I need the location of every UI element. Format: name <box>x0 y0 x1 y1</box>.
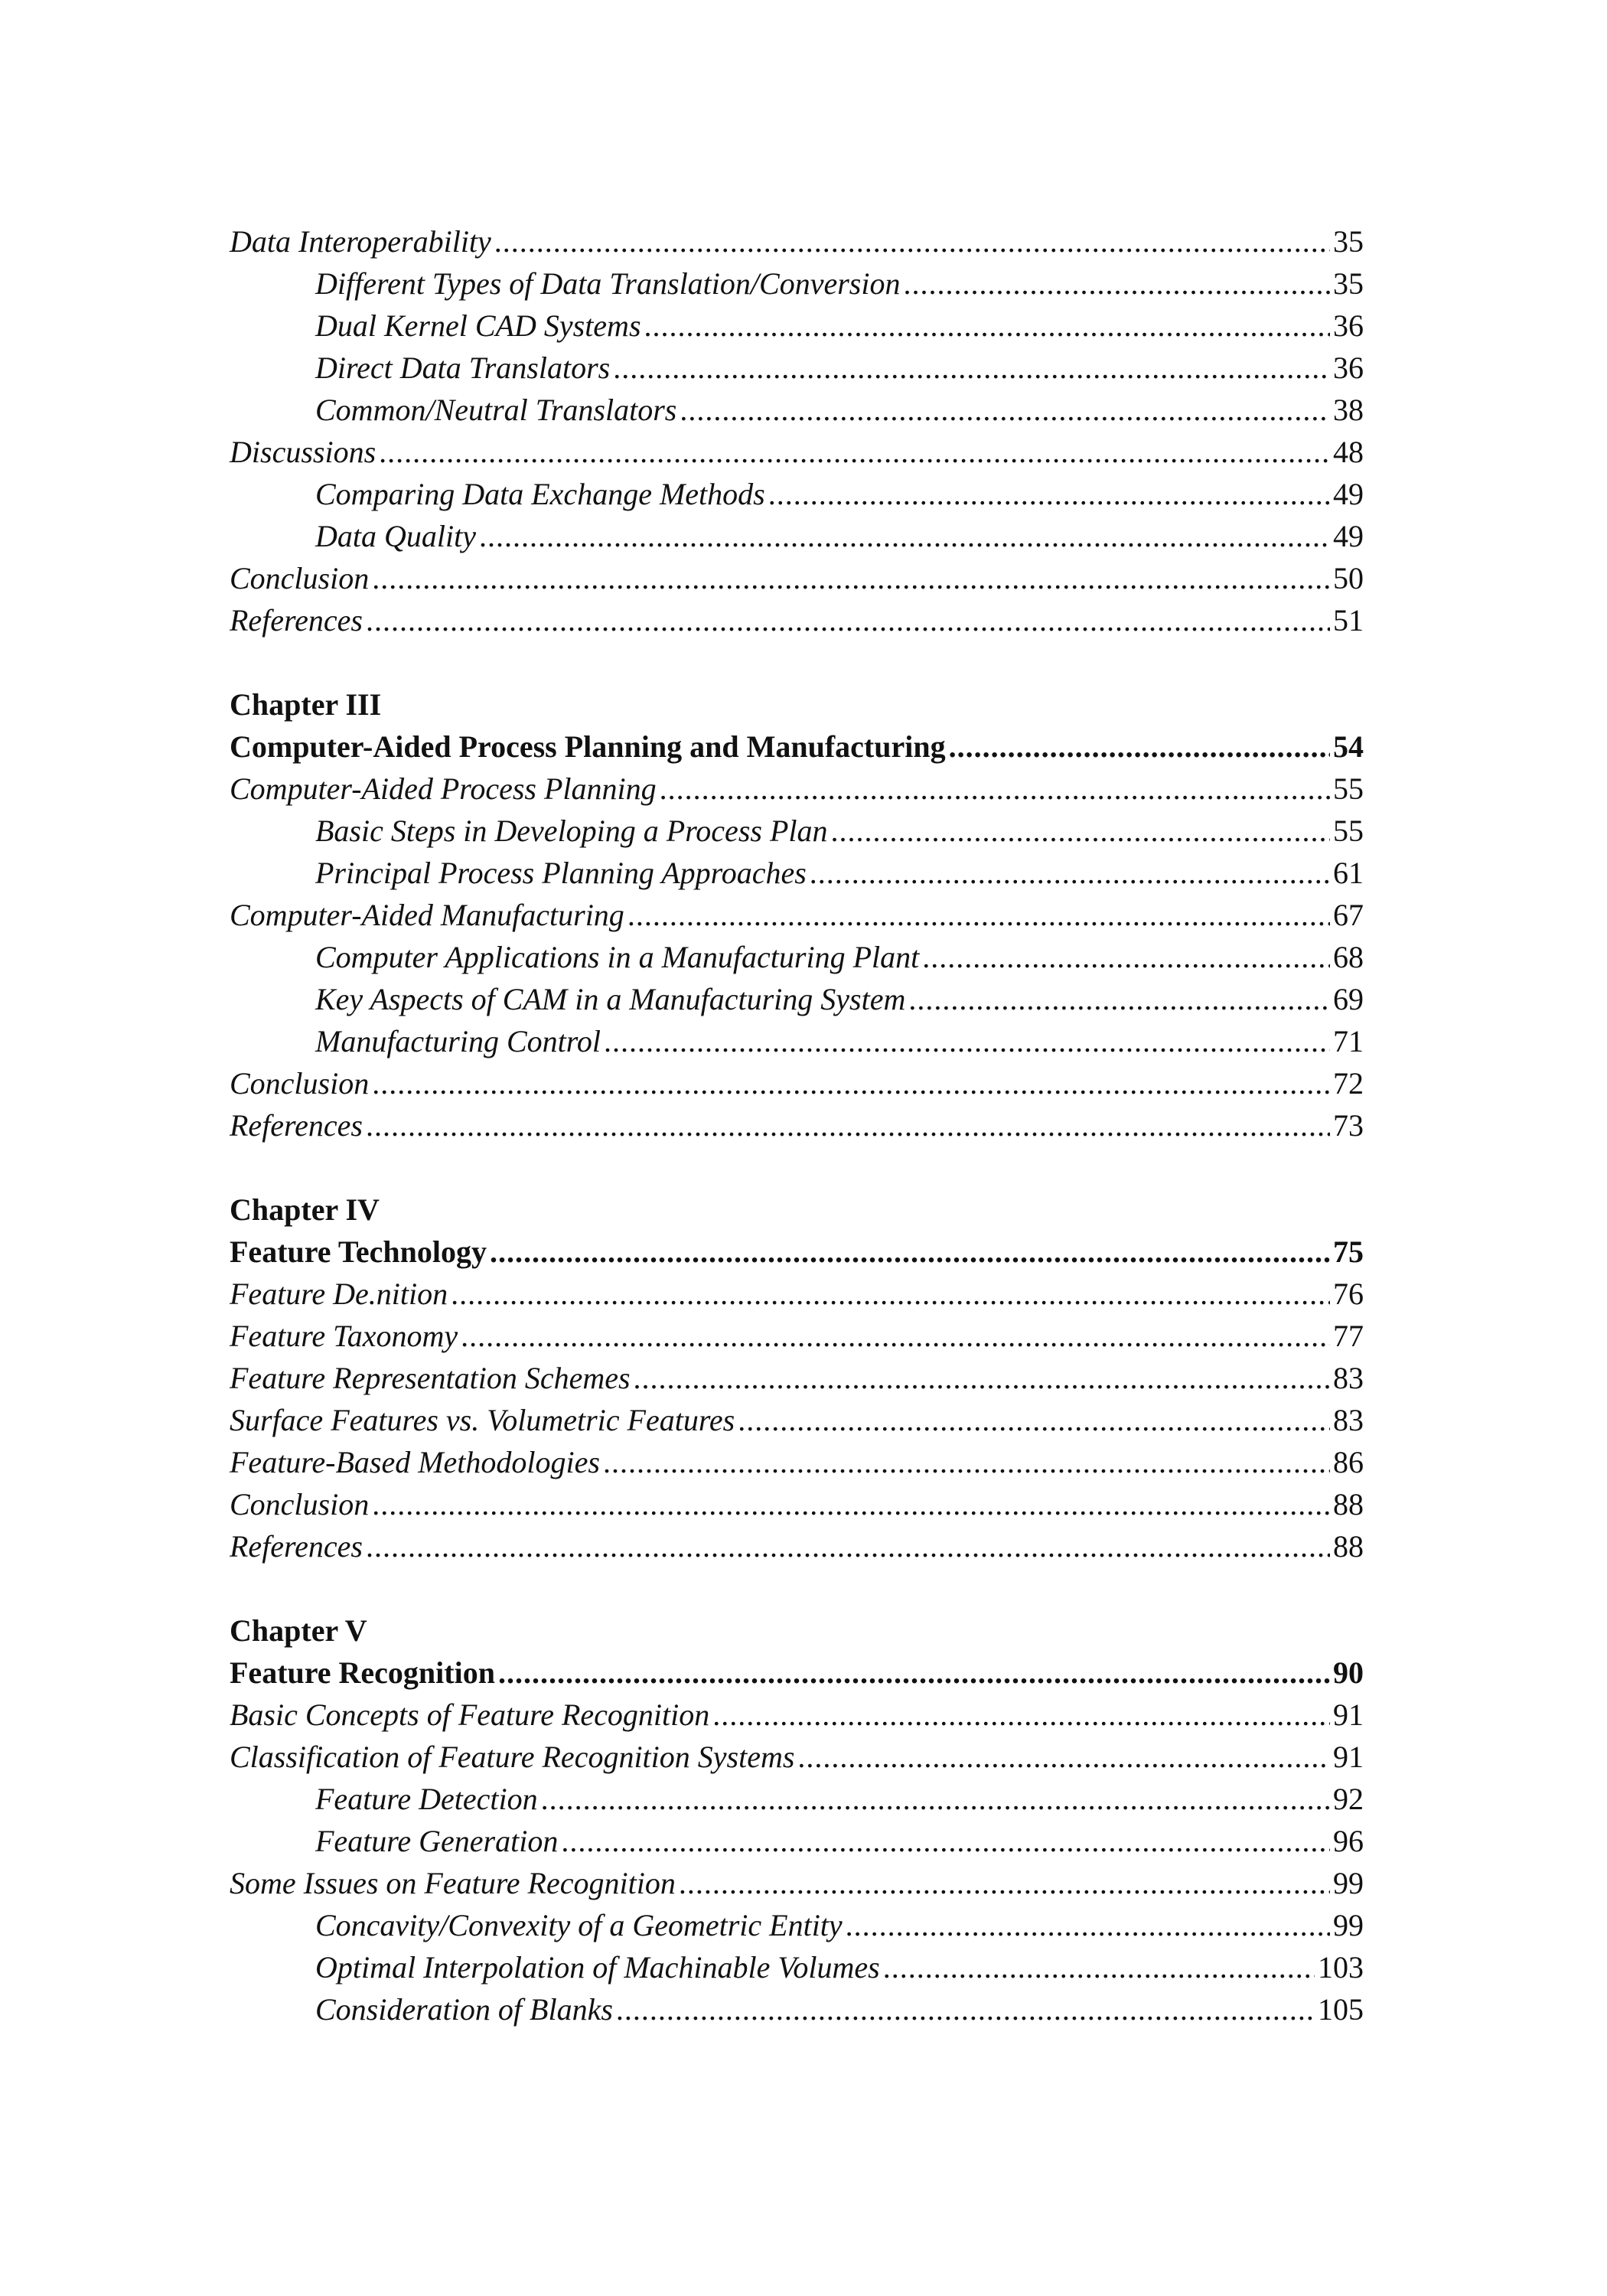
dot-leader <box>616 1988 1315 2030</box>
toc-page-number: 51 <box>1333 603 1364 638</box>
toc-entry[interactable] <box>230 1946 1364 1988</box>
toc-entry[interactable] <box>230 431 1364 473</box>
dot-leader <box>883 1946 1315 1988</box>
toc-entry-title: Dual Kernel CAD Systems <box>315 308 641 343</box>
toc-entry[interactable] <box>230 1694 1364 1736</box>
toc-entry-title: Data Quality <box>315 519 476 553</box>
toc-page-number: 75 <box>1333 1234 1364 1269</box>
toc-page-number: 55 <box>1333 814 1364 848</box>
chapter-label: Chapter III <box>230 687 382 722</box>
chapter-title-entry[interactable] <box>230 1652 1364 1694</box>
toc-entry[interactable] <box>230 1525 1364 1567</box>
dot-leader <box>372 557 1330 599</box>
dot-leader <box>603 1441 1330 1483</box>
toc-page-number: 88 <box>1333 1529 1364 1564</box>
toc-entry-title: Feature Representation Schemes <box>230 1361 631 1395</box>
toc-entry-title: Different Types of Data Translation/Conversion <box>315 266 901 301</box>
toc-entry[interactable] <box>230 768 1364 810</box>
toc-entry[interactable] <box>230 810 1364 852</box>
dot-leader <box>831 810 1331 852</box>
dot-leader <box>660 768 1330 810</box>
toc-page-number: 71 <box>1333 1024 1364 1058</box>
toc-entry[interactable] <box>230 1988 1364 2030</box>
dot-leader <box>922 936 1330 978</box>
toc-entry-title: Computer-Aided Manufacturing <box>230 898 624 932</box>
dot-leader <box>461 1315 1330 1357</box>
dot-leader <box>366 1104 1330 1146</box>
toc-entry[interactable] <box>230 1778 1364 1820</box>
dot-leader <box>613 347 1330 389</box>
toc-entry-title: Manufacturing Control <box>315 1024 601 1058</box>
toc-entry[interactable] <box>230 1273 1364 1315</box>
toc-page-number: 99 <box>1333 1908 1364 1942</box>
dot-leader <box>738 1399 1330 1441</box>
toc-entry-title: Feature Technology <box>230 1234 487 1269</box>
dot-leader <box>490 1231 1330 1273</box>
toc-page-number: 54 <box>1333 729 1364 764</box>
toc-entry-title: Computer Applications in a Manufacturing Plant <box>315 940 920 974</box>
toc-page-number: 88 <box>1333 1487 1364 1521</box>
toc-entry[interactable] <box>230 347 1364 389</box>
toc-page-number: 90 <box>1333 1655 1364 1690</box>
toc-entry-title: Key Aspects of CAM in a Manufacturing System <box>315 982 906 1016</box>
toc-page-number: 86 <box>1333 1445 1364 1479</box>
toc-entry[interactable] <box>230 1315 1364 1357</box>
toc-entry-title: Feature Recognition <box>230 1655 495 1690</box>
dot-leader <box>498 1652 1330 1694</box>
table-of-contents <box>230 220 1364 2030</box>
toc-page-number: 92 <box>1333 1782 1364 1816</box>
toc-entry[interactable] <box>230 978 1364 1020</box>
toc-page-number: 83 <box>1333 1361 1364 1395</box>
toc-entry-title: Optimal Interpolation of Machinable Volumes <box>315 1950 880 1985</box>
dot-leader <box>949 726 1330 768</box>
toc-page-number: 91 <box>1333 1698 1364 1732</box>
toc-page-number: 105 <box>1318 1992 1364 2027</box>
toc-page-number: 96 <box>1333 1824 1364 1858</box>
toc-page-number: 103 <box>1318 1950 1364 1985</box>
toc-entry[interactable] <box>230 1820 1364 1862</box>
dot-leader <box>679 1862 1330 1904</box>
toc-entry-title: Conclusion <box>230 1487 370 1521</box>
toc-page-number: 49 <box>1333 519 1364 553</box>
toc-entry-title: Principal Process Planning Approaches <box>315 856 807 890</box>
toc-entry[interactable] <box>230 1062 1364 1104</box>
toc-page-number: 72 <box>1333 1066 1364 1101</box>
dot-leader <box>768 473 1330 515</box>
toc-entry[interactable] <box>230 305 1364 347</box>
toc-entry[interactable] <box>230 894 1364 936</box>
toc-entry-title: Feature Generation <box>315 1824 559 1858</box>
dot-leader <box>680 389 1330 431</box>
toc-entry-title: Discussions <box>230 435 376 469</box>
toc-entry[interactable] <box>230 389 1364 431</box>
dot-leader <box>379 431 1330 473</box>
toc-page-number: 35 <box>1333 224 1364 259</box>
toc-page-number: 67 <box>1333 898 1364 932</box>
toc-page-number: 69 <box>1333 982 1364 1016</box>
toc-entry[interactable] <box>230 515 1364 557</box>
toc-entry-title: References <box>230 1108 363 1143</box>
toc-entry-title: Surface Features vs. Volumetric Features <box>230 1403 735 1437</box>
chapter-label: Chapter V <box>230 1613 367 1648</box>
toc-entry-title: Data Interoperability <box>230 224 491 259</box>
toc-entry-title: Common/Neutral Translators <box>315 393 677 427</box>
toc-entry-title: Concavity/Convexity of a Geometric Entity <box>315 1908 843 1942</box>
toc-page-number: 91 <box>1333 1740 1364 1774</box>
toc-page-number: 77 <box>1333 1319 1364 1353</box>
dot-leader <box>634 1357 1330 1399</box>
chapter-title-entry[interactable] <box>230 726 1364 768</box>
toc-page-number: 68 <box>1333 940 1364 974</box>
dot-leader <box>908 978 1330 1020</box>
toc-entry[interactable] <box>230 1736 1364 1778</box>
toc-entry[interactable] <box>230 1904 1364 1946</box>
toc-page-number: 36 <box>1333 351 1364 385</box>
toc-entry-title: Computer-Aided Process Planning and Manufacturing <box>230 729 946 764</box>
toc-page-number: 73 <box>1333 1108 1364 1143</box>
toc-entry[interactable] <box>230 473 1364 515</box>
toc-entry[interactable] <box>230 1357 1364 1399</box>
dot-leader <box>846 1904 1330 1946</box>
toc-page-number: 76 <box>1333 1277 1364 1311</box>
toc-page-number: 48 <box>1333 435 1364 469</box>
toc-page-number: 61 <box>1333 856 1364 890</box>
toc-entry-title: Conclusion <box>230 1066 370 1101</box>
toc-page-number: 35 <box>1333 266 1364 301</box>
dot-leader <box>561 1820 1330 1862</box>
toc-section <box>230 1609 1364 2030</box>
dot-leader <box>372 1062 1330 1104</box>
dot-leader <box>451 1273 1330 1315</box>
toc-entry-title: Some Issues on Feature Recognition <box>230 1866 676 1900</box>
toc-entry[interactable] <box>230 557 1364 599</box>
dot-leader <box>627 894 1330 936</box>
dot-leader <box>797 1736 1330 1778</box>
toc-entry-title: References <box>230 1529 363 1564</box>
toc-entry[interactable] <box>230 1104 1364 1146</box>
toc-page-number: 83 <box>1333 1403 1364 1437</box>
toc-entry-title: Feature De.nition <box>230 1277 448 1311</box>
toc-entry-title: Classification of Feature Recognition Systems <box>230 1740 795 1774</box>
toc-entry-title: Basic Steps in Developing a Process Plan <box>315 814 828 848</box>
toc-entry[interactable] <box>230 1020 1364 1062</box>
dot-leader <box>810 852 1330 894</box>
dot-leader <box>604 1020 1330 1062</box>
toc-entry[interactable] <box>230 1441 1364 1483</box>
toc-entry-title: Feature-Based Methodologies <box>230 1445 600 1479</box>
toc-page-number: 55 <box>1333 771 1364 806</box>
dot-leader <box>479 515 1330 557</box>
dot-leader <box>372 1483 1330 1525</box>
toc-entry-title: Computer-Aided Process Planning <box>230 771 657 806</box>
toc-page-number: 50 <box>1333 561 1364 595</box>
dot-leader <box>494 220 1330 263</box>
toc-entry[interactable] <box>230 852 1364 894</box>
toc-page-number: 99 <box>1333 1866 1364 1900</box>
toc-section <box>230 220 1364 641</box>
dot-leader <box>644 305 1330 347</box>
toc-page-number: 49 <box>1333 477 1364 511</box>
dot-leader <box>366 1525 1330 1567</box>
toc-entry-title: References <box>230 603 363 638</box>
toc-entry[interactable] <box>230 220 1364 263</box>
toc-entry-title: Conclusion <box>230 561 370 595</box>
dot-leader <box>541 1778 1330 1820</box>
toc-entry-title: Consideration of Blanks <box>315 1992 613 2027</box>
toc-entry-title: Comparing Data Exchange Methods <box>315 477 765 511</box>
toc-entry-title: Feature Detection <box>315 1782 538 1816</box>
toc-page-number: 38 <box>1333 393 1364 427</box>
toc-entry-title: Direct Data Translators <box>315 351 611 385</box>
chapter-label: Chapter IV <box>230 1192 380 1227</box>
toc-section <box>230 1189 1364 1567</box>
toc-section <box>230 683 1364 1146</box>
toc-entry[interactable] <box>230 1862 1364 1904</box>
toc-entry[interactable] <box>230 1483 1364 1525</box>
dot-leader <box>903 263 1330 305</box>
dot-leader <box>366 599 1330 641</box>
toc-page-number: 36 <box>1333 308 1364 343</box>
chapter-title-entry[interactable] <box>230 1231 1364 1273</box>
toc-entry[interactable] <box>230 263 1364 305</box>
toc-entry[interactable] <box>230 1399 1364 1441</box>
toc-entry[interactable] <box>230 599 1364 641</box>
dot-leader <box>712 1694 1330 1736</box>
toc-entry-title: Feature Taxonomy <box>230 1319 458 1353</box>
toc-entry-title: Basic Concepts of Feature Recognition <box>230 1698 710 1732</box>
toc-entry[interactable] <box>230 936 1364 978</box>
